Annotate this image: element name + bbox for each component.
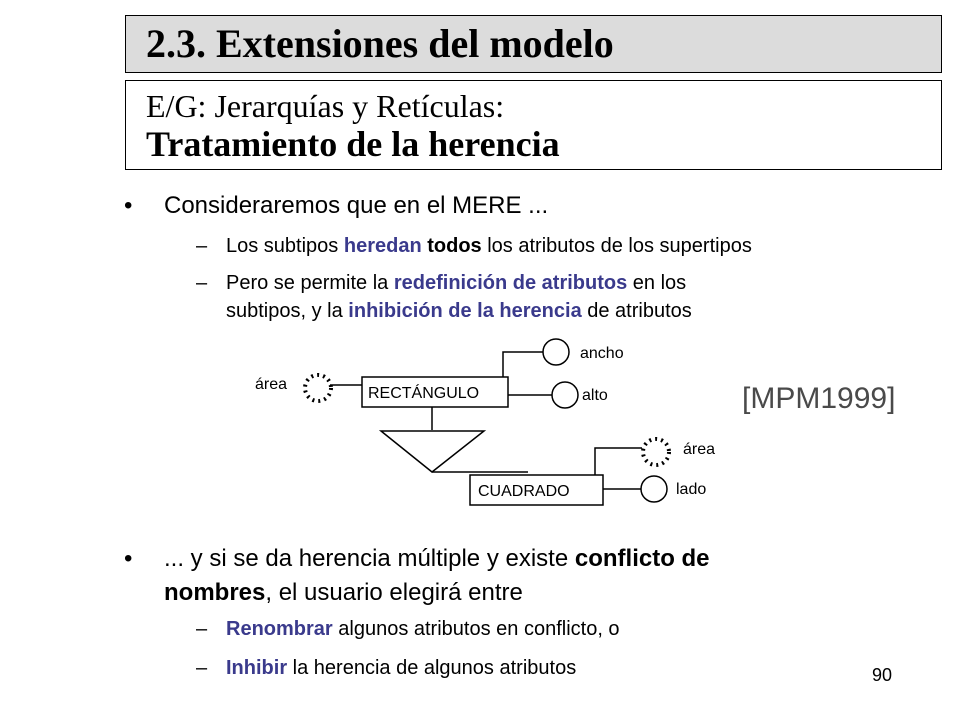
dash-mark: – [196, 235, 208, 257]
attr-area-left-label: área [255, 376, 288, 393]
dash-mark: – [196, 272, 208, 294]
subtitle-line-1: E/G: Jerarquías y Retículas: [146, 88, 505, 124]
bullet-dot: • [124, 192, 133, 219]
text-run: los atributos de los supertipos [481, 235, 752, 257]
attr-ancho-circle [543, 339, 569, 365]
bold-run: todos [427, 235, 482, 257]
bullet-dot: • [124, 545, 133, 572]
highlight-run: Renombrar [226, 618, 333, 640]
text-run: subtipos, y la [226, 300, 349, 322]
attr-area-right-dotted-circle [643, 439, 669, 465]
bullet-2-line-1 [164, 543, 710, 575]
highlight-run: Inhibir [226, 657, 288, 679]
slide-title: 2.3. Extensiones del modelo [146, 21, 614, 66]
link-ancho [503, 352, 543, 377]
dash-mark: – [196, 618, 208, 640]
text-run: de atributos [581, 300, 692, 322]
entity-rectangulo-label: RECTÁNGULO [368, 385, 480, 402]
entity-cuadrado-label: CUADRADO [478, 483, 570, 500]
bullet-1-text: Consideraremos que en el MERE ... [164, 192, 549, 219]
text-run: en los [627, 272, 687, 294]
generalization-triangle [381, 431, 484, 472]
sub-1-text [226, 616, 620, 642]
subtitle-line-2: Tratamiento de la herencia [146, 124, 560, 164]
attr-area-right-label: área [683, 441, 716, 458]
text-run: Los subtipos [226, 235, 344, 257]
highlight-run: redefinición de atributos [393, 272, 628, 294]
page-number: 90 [872, 665, 893, 685]
attr-alto-label: alto [582, 387, 608, 404]
attr-lado-label: lado [676, 481, 707, 498]
text-run: la herencia de algunos atributos [287, 657, 577, 679]
citation: [MPM1999] [742, 382, 896, 415]
text-run: , el usuario elegirá entre [265, 579, 523, 606]
link-area-right [595, 448, 642, 475]
attr-alto-circle [552, 382, 578, 408]
attr-ancho-label: ancho [580, 345, 624, 362]
attr-lado-circle [641, 476, 667, 502]
dash-mark: – [196, 657, 208, 679]
text-run: Pero se permite la [226, 272, 394, 294]
bullet-2-line-2 [164, 577, 523, 609]
bold-run: nombres [164, 579, 266, 606]
sub-2-text [226, 655, 576, 681]
text-run: algunos atributos en conflicto, o [332, 618, 620, 640]
bold-run: conflicto de [574, 545, 710, 572]
text-run: ... y si se da herencia múltiple y existe [164, 545, 575, 572]
highlight-run: inhibición de la herencia [348, 300, 582, 322]
highlight-run: heredan [343, 235, 422, 257]
attr-area-left-dotted-circle [305, 375, 331, 401]
